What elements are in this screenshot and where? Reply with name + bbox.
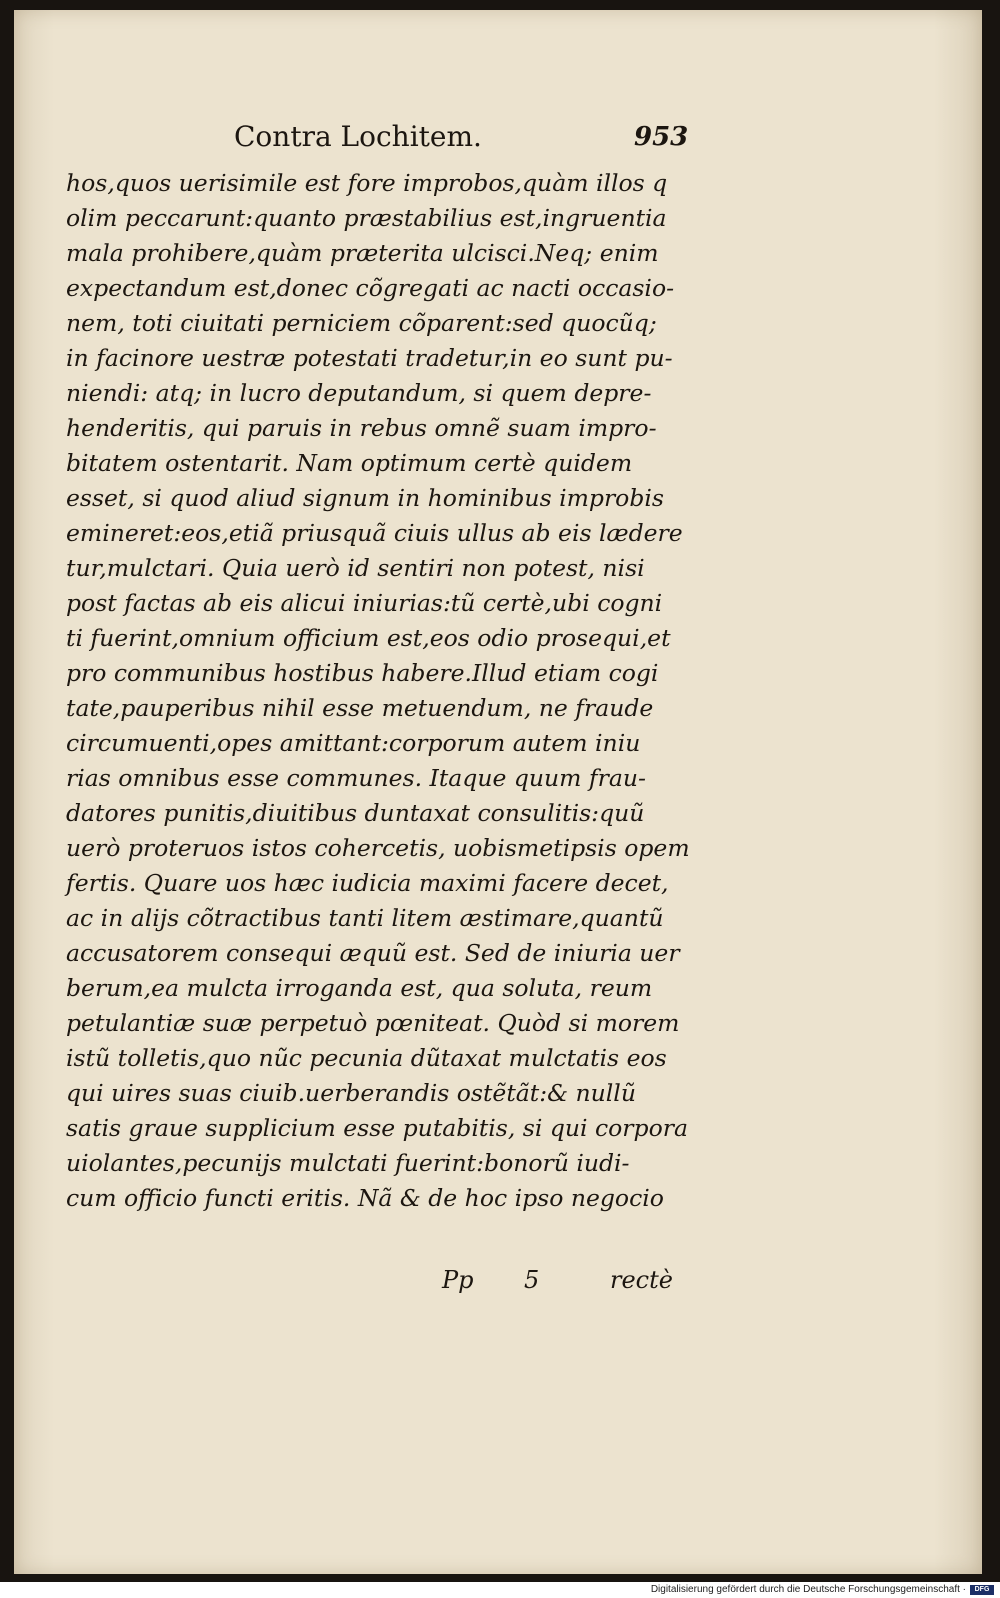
text-line: fertis. Quare uos hæc iudicia maximi facere decet, <box>66 869 669 897</box>
digitization-footer <box>0 1582 1000 1598</box>
text-line: esset, si quod aliud signum in hominibus improbis <box>66 484 664 512</box>
dfg-logo: DFG <box>970 1585 994 1595</box>
text-line: mala prohibere,quàm præterita ulcisci.Neq; enim <box>66 239 659 267</box>
text-line: emineret:eos,etiã priusquã ciuis ullus ab eis lædere <box>66 519 683 547</box>
book-page <box>14 10 982 1574</box>
text-line: uerò proteruos istos cohercetis, uobismetipsis opem <box>66 834 690 862</box>
text-line: ti fuerint,omnium officium est,eos odio prosequi,et <box>66 624 671 652</box>
text-line: expectandum est,donec cõgregati ac nacti occasio- <box>66 274 675 302</box>
text-line: bitatem ostentarit. Nam optimum certè quidem <box>66 449 633 477</box>
text-line: cum officio functi eritis. Nã & de hoc ipso negocio <box>66 1184 664 1212</box>
text-line: niendi: atq; in lucro deputandum, si quem depre- <box>66 379 652 407</box>
signature-mark-number: 5 <box>524 1266 540 1294</box>
text-line: tur,mulctari. Quia uerò id sentiri non potest, nisi <box>66 554 645 582</box>
text-line: ac in alijs cõtractibus tanti litem æstimare,quantũ <box>66 904 664 932</box>
funding-credit: Digitalisierung gefördert durch die Deutsche Forschungsgemeinschaft · <box>650 1584 966 1595</box>
catchword: rectè <box>610 1266 673 1294</box>
signature-mark-letters: Pp <box>442 1266 474 1294</box>
text-line: circumuenti,opes amittant:corporum autem iniu <box>66 729 641 757</box>
text-line: henderitis, qui paruis in rebus omnẽ suam impro- <box>66 414 657 442</box>
running-title: Contra Lochitem. <box>234 120 482 153</box>
text-line: in facinore uestræ potestati tradetur,in eo sunt pu- <box>66 344 673 372</box>
page-number: 953 <box>634 122 689 152</box>
text-line: hos,quos uerisimile est fore improbos,quàm illos q <box>66 169 668 197</box>
text-line: post factas ab eis alicui iniurias:tũ certè,ubi cogni <box>66 589 663 617</box>
text-line: nem, toti ciuitati perniciem cõparent:sed quocũq; <box>66 309 657 337</box>
text-line: accusatorem consequi æquũ est. Sed de iniuria uer <box>66 939 680 967</box>
text-line: datores punitis,diuitibus duntaxat consulitis:quũ <box>66 799 645 827</box>
text-line: berum,ea mulcta irroganda est, qua soluta, reum <box>66 974 653 1002</box>
text-line: rias omnibus esse communes. Itaque quum frau- <box>66 764 646 792</box>
text-line: pro communibus hostibus habere.Illud etiam cogi <box>66 659 659 687</box>
text-line: tate,pauperibus nihil esse metuendum, ne fraude <box>66 694 654 722</box>
text-line: petulantiæ suæ perpetuò pœniteat. Quòd si morem <box>66 1009 680 1037</box>
running-head <box>234 120 734 160</box>
text-line: qui uires suas ciuib.uerberandis ostẽtãt:& nullũ <box>66 1079 636 1107</box>
body-text <box>66 166 706 1216</box>
catchline <box>442 1266 742 1302</box>
text-line: uiolantes,pecunijs mulctati fuerint:bonorũ iudi- <box>66 1149 630 1177</box>
text-line: satis graue supplicium esse putabitis, si qui corpora <box>66 1114 688 1142</box>
text-line: istũ tolletis,quo nũc pecunia dũtaxat mulctatis eos <box>66 1044 667 1072</box>
text-line: olim peccarunt:quanto præstabilius est,ingruentia <box>66 204 667 232</box>
